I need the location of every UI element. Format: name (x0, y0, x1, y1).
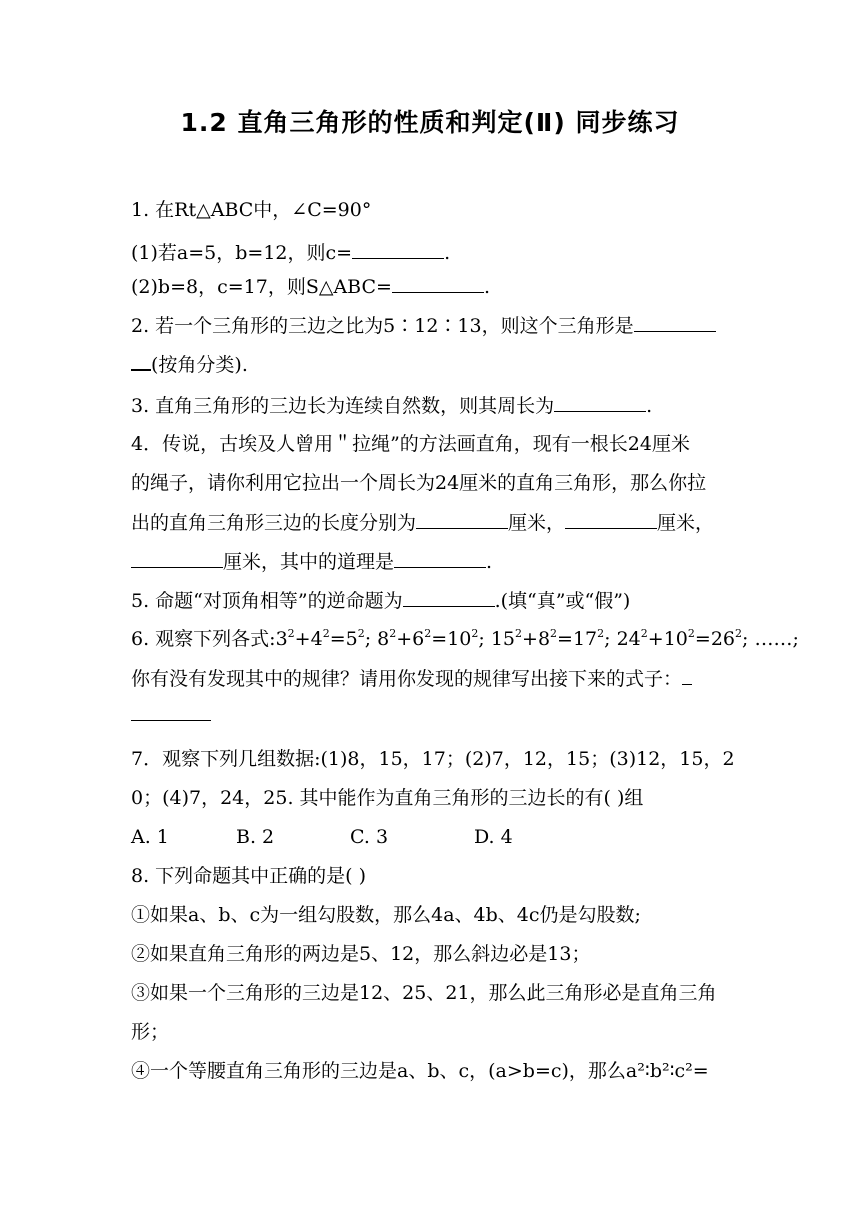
q7-line2: 0；(4)7，24，25. 其中能作为直角三角形的三边长的有( )组 (131, 787, 644, 809)
q4-line3-text: 出的直角三角形三边的长度分别为 (131, 512, 417, 534)
q7-option-c[interactable]: C. 3 (350, 826, 389, 848)
q1-part1-text: (1)若a=5，b=12，则c= (131, 242, 353, 264)
q5-text: 5. 命题“对顶角相等”的逆命题为 (131, 590, 403, 612)
q6-eq-1: $3^2+4^2=5^2$; (275, 627, 378, 650)
q4-line1: 4．传说，古埃及人曾用＂拉绳”的方法画直角，现有一根长24厘米 (131, 433, 690, 455)
q1-part1 (131, 238, 731, 267)
q7-option-d[interactable]: D. 4 (474, 826, 513, 848)
q1-part1-blank[interactable] (352, 238, 444, 259)
page-title: 1.2 直角三角形的性质和判定(Ⅱ) 同步练习 (180, 108, 680, 137)
q6-eq-4: $24^2+10^2=26^2$; (616, 627, 755, 650)
q3-text: 3. 直角三角形的三边长为连续自然数，则其周长为 (131, 395, 555, 417)
q4-line2: 的绳子，请你利用它拉出一个周长为24厘米的直角三角形，那么你拉 (131, 472, 707, 494)
q6-line3 (131, 700, 731, 729)
q6-question: 你有没有发现其中的规律？请用你发现的规律写出接下来的式子： (131, 668, 683, 690)
q6-blank-b[interactable] (131, 700, 211, 721)
q2-text: 2. 若一个三角形的三边之比为5∶12∶13，则这个三角形是 (131, 315, 634, 337)
q7-option-b[interactable]: B. 2 (236, 826, 275, 848)
q4-blank-3[interactable] (131, 547, 223, 568)
q7-options (131, 823, 731, 851)
q2-blank-a[interactable] (634, 311, 716, 332)
q6-line2 (131, 664, 731, 693)
q3 (131, 391, 731, 420)
q8-statement-3: ③如果一个三角形的三边是12、25、21，那么此三角形必是直角三角 (131, 982, 717, 1004)
q4-line3 (131, 508, 731, 537)
q5 (131, 586, 731, 615)
q4-line3-unit-2: 厘米， (657, 512, 715, 534)
q4-line3-unit-1: 厘米， (508, 512, 566, 534)
q8-statement-2: ②如果直角三角形的两边是5、12，那么斜边必是13； (131, 943, 591, 965)
q3-blank[interactable] (554, 391, 646, 412)
q1-stem: 1. 在Rt△ABC中，∠C=90° (131, 199, 372, 221)
q4-blank-4[interactable] (394, 547, 486, 568)
q8-statement-3-cont: 形； (131, 1021, 170, 1043)
q1-part2 (131, 272, 731, 301)
q8-statement-1: ①如果a、b、c为一组勾股数，那么4a、4b、4c仍是勾股数; (131, 904, 641, 926)
q6-line1 (131, 625, 799, 653)
q6-eq-2: $8^2+6^2=10^2$; (377, 627, 491, 650)
q5-end: .(填“真”或“假”) (494, 590, 631, 612)
q4-blank-1[interactable] (416, 508, 508, 529)
q8-stem: 8. 下列命题其中正确的是( ) (131, 865, 367, 887)
q2-blank-b[interactable] (131, 349, 151, 371)
q4-line4 (131, 547, 731, 576)
q1-part1-end: . (444, 242, 451, 264)
q1-part2-blank[interactable] (392, 272, 484, 293)
q1-part2-end: . (483, 276, 490, 298)
q3-end: . (646, 395, 653, 417)
q6-prefix: 6. 观察下列各式: (131, 628, 276, 650)
q7-option-a[interactable]: A. 1 (131, 826, 169, 848)
q2-text-2: (按角分类). (151, 354, 248, 376)
q8-statement-4: ④一个等腰直角三角形的三边是a、b、c，(a>b=c)，那么a²∶b²∶c²= (131, 1060, 709, 1082)
q6-blank-a[interactable] (682, 664, 692, 685)
q2-line2 (131, 349, 731, 379)
q6-ellipsis: ……; (754, 628, 799, 650)
q2-line1 (131, 311, 731, 340)
q1-part2-text: (2)b=8，c=17，则S△ABC= (131, 276, 392, 298)
q7-line1: 7．观察下列几组数据:(1)8，15，17；(2)7，12，15；(3)12，15，2 (131, 748, 735, 770)
q4-blank-2[interactable] (565, 508, 657, 529)
q6-eq-3: $15^2+8^2=17^2$; (490, 627, 617, 650)
q4-line4-text: 厘米，其中的道理是 (223, 551, 395, 573)
q4-line4-end: . (486, 551, 493, 573)
q5-blank[interactable] (403, 586, 495, 607)
